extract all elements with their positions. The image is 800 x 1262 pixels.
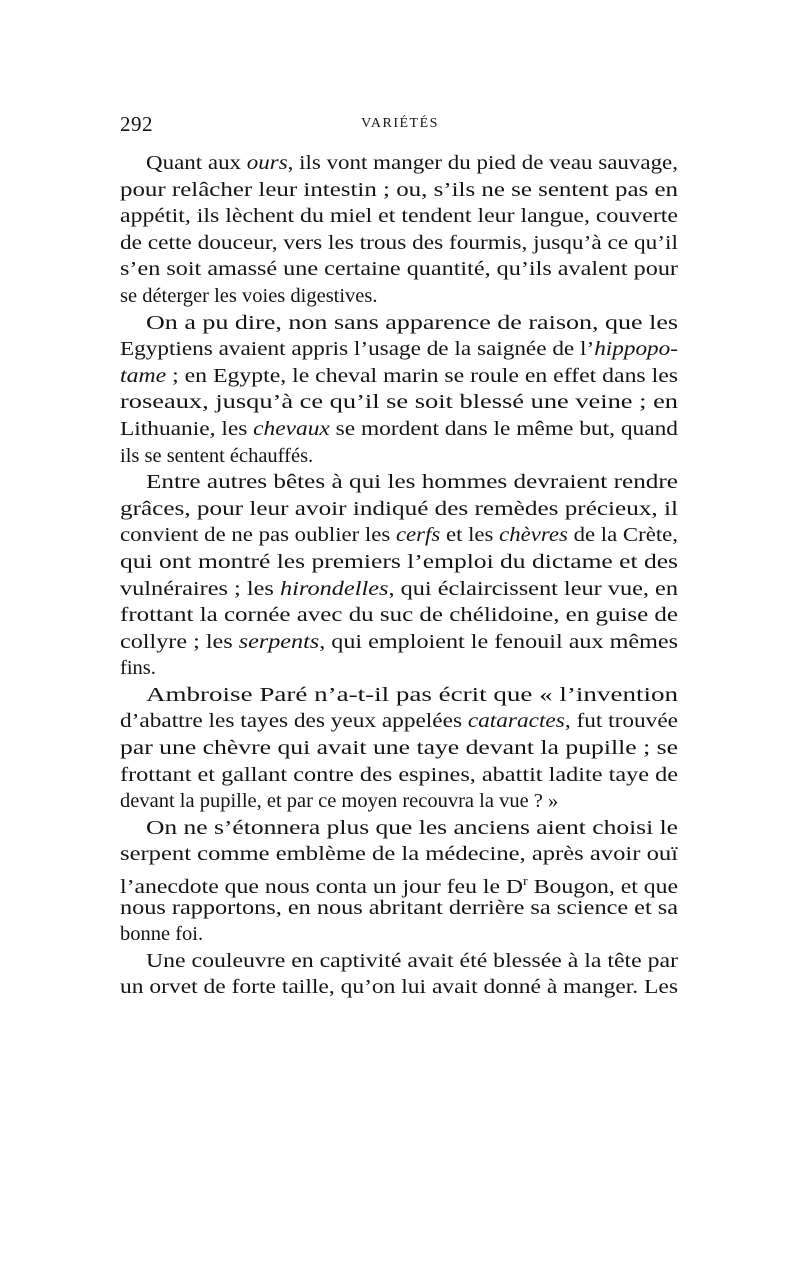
text-line bbox=[120, 177, 678, 204]
text-line-content bbox=[120, 389, 678, 416]
text-run: , qui éclaircissent leur vue, en bbox=[388, 577, 678, 600]
text-line bbox=[120, 549, 678, 576]
text-line-content bbox=[146, 682, 678, 709]
text-line bbox=[120, 363, 678, 390]
text-line bbox=[120, 815, 678, 842]
text-run: Quant aux bbox=[146, 152, 247, 174]
text-run: Une couleuvre en captivité avait été blessée à la tête par bbox=[146, 949, 678, 972]
text-run: , qui emploient le fenouil aux mêmes bbox=[319, 630, 678, 653]
text-line-content bbox=[120, 230, 678, 257]
italic-text-run: hirondelles bbox=[279, 577, 389, 600]
text-line-content bbox=[146, 469, 678, 496]
italic-text-run: cerfs bbox=[395, 524, 441, 547]
text-line-content bbox=[146, 310, 678, 337]
text-line-content bbox=[120, 177, 678, 204]
text-line-content bbox=[120, 256, 678, 283]
text-line bbox=[120, 496, 678, 523]
text-run: s’en soit amassé une certaine quantité, qu’ils avalent pour bbox=[120, 258, 678, 281]
text-line bbox=[120, 948, 678, 975]
text-line bbox=[120, 735, 678, 762]
text-run: de cette douceur, vers les trous des fourmis, jusqu’à ce qu’il bbox=[120, 231, 678, 254]
text-line-content bbox=[120, 576, 678, 603]
text-line bbox=[120, 708, 678, 735]
text-line bbox=[120, 629, 678, 656]
text-run: se mordent dans le même but, quand bbox=[329, 417, 678, 440]
text-run: devant la pupille, et par ce moyen recouvra la vue ? » bbox=[120, 790, 559, 813]
text-run: Lithuanie, les bbox=[120, 417, 254, 440]
text-line bbox=[120, 682, 678, 709]
text-run: Bougon, et que bbox=[527, 875, 678, 898]
page-number: 292 bbox=[120, 112, 153, 136]
text-line bbox=[120, 522, 678, 549]
body-text bbox=[120, 150, 678, 1001]
text-run: Ambroise Paré n’a-t-il pas écrit que « l’invention bbox=[146, 683, 678, 706]
text-line-content bbox=[120, 336, 678, 363]
text-line bbox=[120, 974, 678, 1001]
italic-text-run: cataractes bbox=[467, 710, 565, 733]
text-line bbox=[120, 868, 678, 898]
text-line bbox=[120, 576, 678, 603]
text-run: fins. bbox=[120, 657, 156, 680]
text-run: , ils vont manger du pied de veau sauvage, bbox=[287, 152, 678, 174]
italic-text-run: chevaux bbox=[253, 417, 330, 440]
text-run: vulnéraires ; les bbox=[120, 577, 280, 600]
text-line-content bbox=[120, 921, 203, 948]
text-run: collyre ; les bbox=[120, 630, 239, 653]
running-title: VARIÉTÉS bbox=[361, 116, 439, 131]
text-line-content bbox=[120, 496, 678, 523]
text-line bbox=[120, 416, 678, 443]
text-run: d’abattre les tayes des yeux appelées bbox=[120, 710, 468, 733]
superscript-text-run: r bbox=[523, 874, 528, 889]
text-line-content bbox=[146, 815, 678, 842]
text-line bbox=[120, 788, 678, 815]
text-line bbox=[120, 895, 678, 922]
text-line-content bbox=[120, 895, 678, 922]
text-line-content bbox=[120, 416, 678, 443]
text-line bbox=[120, 230, 678, 257]
text-line-content bbox=[120, 841, 678, 868]
text-line bbox=[120, 469, 678, 496]
text-line bbox=[120, 203, 678, 230]
text-line-content bbox=[120, 762, 678, 789]
text-line bbox=[120, 310, 678, 337]
text-run: On ne s’étonnera plus que les anciens aient choisi le bbox=[146, 816, 678, 839]
text-line-content bbox=[120, 735, 678, 762]
text-line bbox=[120, 841, 678, 868]
text-run: frottant et gallant contre des espines, abattit ladite taye de bbox=[120, 763, 678, 786]
text-line-content bbox=[146, 150, 678, 177]
text-line bbox=[120, 655, 678, 682]
text-run: grâces, pour leur avoir indiqué des remèdes précieux, il bbox=[120, 497, 678, 520]
text-run: serpent comme emblème de la médecine, après avoir ouï bbox=[120, 843, 678, 866]
page-header bbox=[120, 112, 680, 142]
text-run: par une chèvre qui avait une taye devant la pupille ; se bbox=[120, 737, 678, 760]
italic-text-run: hippopo- bbox=[594, 338, 678, 361]
text-line-content bbox=[146, 948, 678, 975]
text-run: appétit, ils lèchent du miel et tendent leur langue, couverte bbox=[120, 205, 678, 228]
text-run: convient de ne pas oublier les bbox=[120, 524, 396, 547]
italic-text-run: tame bbox=[120, 364, 167, 387]
text-run: de la Crète, bbox=[567, 524, 678, 547]
text-line-content bbox=[120, 708, 678, 735]
text-run: , fut trouvée bbox=[564, 710, 678, 733]
text-line bbox=[120, 921, 678, 948]
text-run: se déterger les voies digestives. bbox=[120, 284, 378, 307]
text-line-content bbox=[120, 363, 678, 390]
text-line-content bbox=[120, 602, 678, 629]
text-run: ; en Egypte, le cheval marin se roule en effet dans les bbox=[166, 364, 678, 387]
text-run: On a pu dire, non sans apparence de raison, que les bbox=[146, 311, 678, 334]
text-run: Egyptiens avaient appris l’usage de la saignée de l’ bbox=[120, 338, 595, 361]
text-run: nous rapportons, en nous abritant derrière sa science et sa bbox=[120, 896, 678, 919]
text-line-content bbox=[120, 629, 678, 656]
text-line-content bbox=[120, 283, 378, 310]
text-line-content bbox=[120, 655, 156, 682]
text-line bbox=[120, 256, 678, 283]
text-run: ils se sentent échauffés. bbox=[120, 444, 314, 467]
text-run: un orvet de forte taille, qu’on lui avait donné à manger. Les bbox=[120, 976, 678, 999]
text-line bbox=[120, 762, 678, 789]
italic-text-run: serpents bbox=[238, 630, 320, 653]
text-line-content bbox=[120, 443, 313, 470]
text-line-content bbox=[120, 522, 678, 549]
text-line bbox=[120, 150, 678, 177]
text-line bbox=[120, 283, 678, 310]
text-run: qui ont montré les premiers l’emploi du dictame et des bbox=[120, 550, 678, 573]
text-line bbox=[120, 602, 678, 629]
italic-text-run: chèvres bbox=[499, 524, 568, 547]
text-line-content bbox=[120, 549, 678, 576]
text-run: roseaux, jusqu’à ce qu’il se soit blessé une veine ; en bbox=[120, 391, 678, 414]
text-run: et les bbox=[440, 524, 500, 547]
text-line bbox=[120, 389, 678, 416]
text-line-content bbox=[120, 203, 678, 230]
text-run: pour relâcher leur intestin ; ou, s’ils ne se sentent pas en bbox=[120, 178, 678, 201]
text-line-content bbox=[120, 974, 678, 1001]
text-run: l’anecdote que nous conta un jour feu le D bbox=[120, 875, 524, 898]
text-run: bonne foi. bbox=[120, 923, 204, 946]
italic-text-run: ours bbox=[246, 152, 288, 174]
text-run: frottant la cornée avec du suc de chélidoine, en guise de bbox=[120, 604, 678, 627]
text-run: Entre autres bêtes à qui les hommes devraient rendre bbox=[146, 471, 678, 494]
text-line bbox=[120, 443, 678, 470]
text-line bbox=[120, 336, 678, 363]
text-line-content bbox=[120, 788, 558, 815]
